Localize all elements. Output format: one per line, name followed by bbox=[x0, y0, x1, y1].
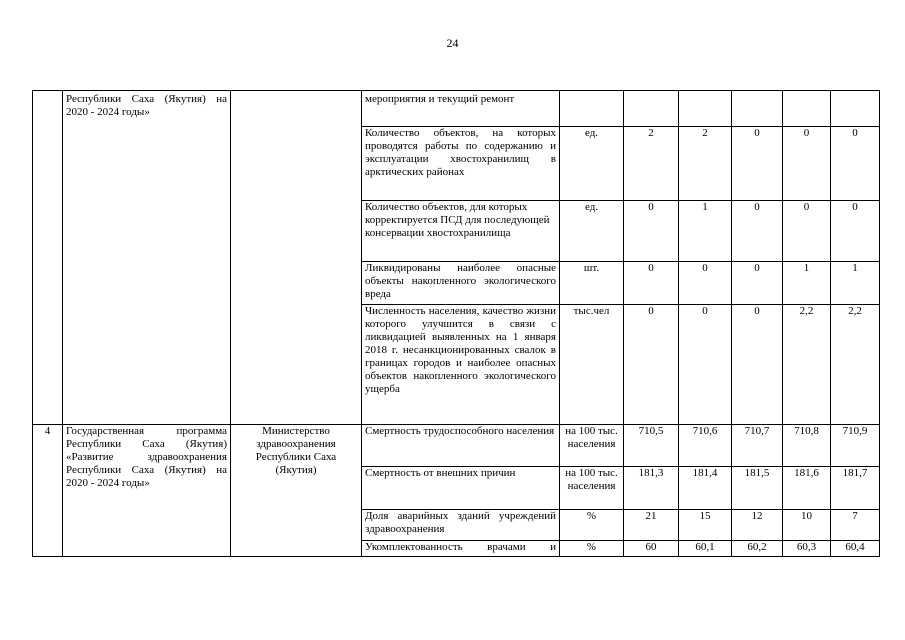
value-cell: 2,2 bbox=[783, 305, 831, 425]
value-cell: 0 bbox=[732, 305, 783, 425]
value-cell: 0 bbox=[624, 262, 679, 305]
value-cell: 7 bbox=[831, 510, 880, 541]
indicator-name: Количество объектов, на которых проводятся работы по содержанию и эксплуатации хвостохранилищ в арктических районах bbox=[362, 127, 560, 201]
indicator-name: Укомплектованность врачами и bbox=[362, 541, 560, 557]
row-number-cell bbox=[33, 91, 63, 425]
indicator-name: Доля аварийных зданий учреждений здравоохранения bbox=[362, 510, 560, 541]
value-cell: 1 bbox=[831, 262, 880, 305]
indicator-name: Численность населения, качество жизни которого улучшится в связи с ликвидацией выявленных на 1 января 2018 г. несанкционированных свалок в границах городов и наиболее опасных объектов накопленного экологического ущерба bbox=[362, 305, 560, 425]
value-cell: 0 bbox=[831, 201, 880, 262]
value-cell: 181,4 bbox=[679, 467, 732, 510]
program-name-cell: Государственная программа Республики Саха (Якутия) «Развитие здравоохранения Республики Саха (Якутия) на 2020 - 2024 годы» bbox=[63, 425, 231, 557]
indicator-unit: на 100 тыс. населения bbox=[560, 467, 624, 510]
value-cell: 181,3 bbox=[624, 467, 679, 510]
value-cell: 0 bbox=[679, 262, 732, 305]
value-cell: 60 bbox=[624, 541, 679, 557]
responsible-body-cell: Министерство здравоохранения Республики Саха (Якутия) bbox=[231, 425, 362, 557]
value-cell: 710,9 bbox=[831, 425, 880, 467]
value-cell: 710,8 bbox=[783, 425, 831, 467]
value-cell: 0 bbox=[732, 262, 783, 305]
value-cell bbox=[732, 91, 783, 127]
section-3-rows bbox=[33, 91, 880, 425]
value-cell: 0 bbox=[679, 305, 732, 425]
value-cell: 0 bbox=[732, 201, 783, 262]
value-cell: 181,7 bbox=[831, 467, 880, 510]
value-cell: 710,7 bbox=[732, 425, 783, 467]
indicator-name: Ликвидированы наиболее опасные объекты накопленного экологического вреда bbox=[362, 262, 560, 305]
value-cell: 0 bbox=[831, 127, 880, 201]
value-cell: 710,5 bbox=[624, 425, 679, 467]
value-cell: 2 bbox=[624, 127, 679, 201]
indicator-name: Количество объектов, для которых корректируется ПСД для последующей консервации хвостохранилища bbox=[362, 201, 560, 262]
indicator-unit: шт. bbox=[560, 262, 624, 305]
indicator-unit: % bbox=[560, 510, 624, 541]
row-number-cell: 4 bbox=[33, 425, 63, 557]
section-4-rows bbox=[33, 425, 880, 557]
responsible-body-cell bbox=[231, 91, 362, 425]
table-row bbox=[33, 91, 880, 127]
indicator-unit bbox=[560, 91, 624, 127]
indicator-unit: на 100 тыс. населения bbox=[560, 425, 624, 467]
value-cell bbox=[783, 91, 831, 127]
value-cell: 0 bbox=[783, 201, 831, 262]
value-cell: 0 bbox=[732, 127, 783, 201]
value-cell: 10 bbox=[783, 510, 831, 541]
value-cell: 0 bbox=[624, 201, 679, 262]
value-cell: 0 bbox=[624, 305, 679, 425]
value-cell bbox=[624, 91, 679, 127]
value-cell: 60,3 bbox=[783, 541, 831, 557]
value-cell: 12 bbox=[732, 510, 783, 541]
value-cell: 60,2 bbox=[732, 541, 783, 557]
value-cell: 181,5 bbox=[732, 467, 783, 510]
value-cell: 60,4 bbox=[831, 541, 880, 557]
indicator-unit: ед. bbox=[560, 201, 624, 262]
value-cell: 0 bbox=[783, 127, 831, 201]
value-cell bbox=[831, 91, 880, 127]
value-cell: 2 bbox=[679, 127, 732, 201]
value-cell: 21 bbox=[624, 510, 679, 541]
indicator-name: Смертность трудоспособного населения bbox=[362, 425, 560, 467]
table-row bbox=[33, 425, 880, 467]
value-cell bbox=[679, 91, 732, 127]
program-name-cell: Республики Саха (Якутия) на 2020 - 2024 годы» bbox=[63, 91, 231, 425]
value-cell: 710,6 bbox=[679, 425, 732, 467]
indicator-name: мероприятия и текущий ремонт bbox=[362, 91, 560, 127]
value-cell: 1 bbox=[783, 262, 831, 305]
value-cell: 1 bbox=[679, 201, 732, 262]
indicators-table bbox=[32, 90, 880, 557]
value-cell: 15 bbox=[679, 510, 732, 541]
indicator-unit: тыс.чел bbox=[560, 305, 624, 425]
page-number: 24 bbox=[446, 36, 459, 50]
indicator-unit: % bbox=[560, 541, 624, 557]
indicator-unit: ед. bbox=[560, 127, 624, 201]
value-cell: 60,1 bbox=[679, 541, 732, 557]
value-cell: 2,2 bbox=[831, 305, 880, 425]
value-cell: 181,6 bbox=[783, 467, 831, 510]
indicator-name: Смертность от внешних причин bbox=[362, 467, 560, 510]
